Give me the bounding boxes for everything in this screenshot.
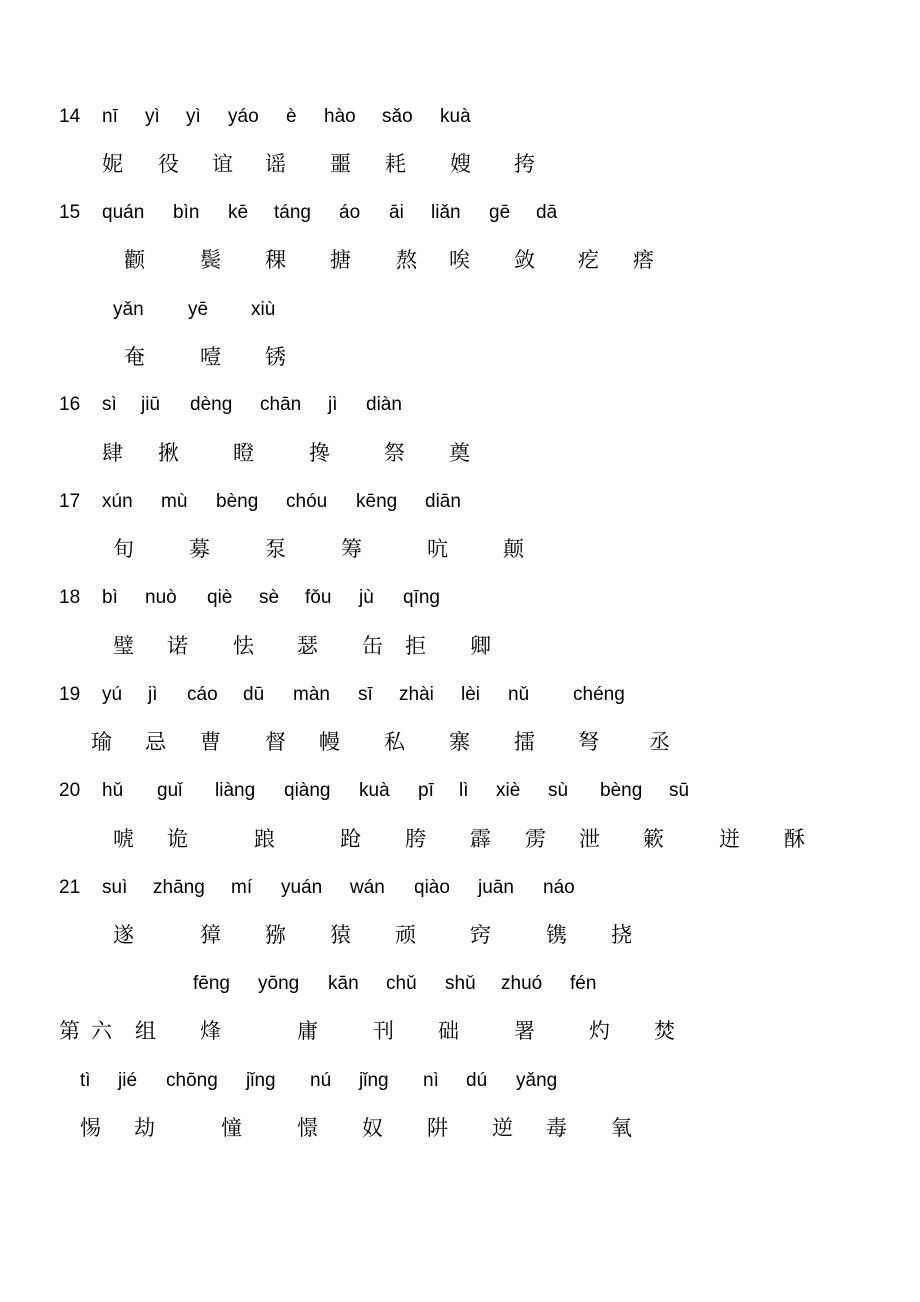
hanzi-character: 烽: [200, 1019, 221, 1043]
pinyin-syllable: yē: [188, 299, 209, 320]
pinyin-syllable: dū: [243, 684, 265, 705]
hanzi-character: 噩: [330, 152, 351, 176]
pinyin-syllable: yǎn: [113, 299, 144, 320]
hanzi-line: [0, 1011, 920, 1051]
pinyin-syllable: suì: [102, 877, 128, 898]
hanzi-character: 刊: [373, 1019, 394, 1043]
pinyin-syllable: diān: [425, 491, 461, 512]
pinyin-syllable: zhài: [399, 684, 434, 705]
hanzi-character: 搪: [330, 248, 351, 272]
pinyin-line: [0, 290, 920, 330]
pinyin-syllable: guǐ: [157, 780, 183, 801]
pinyin-syllable: qiàng: [284, 780, 331, 801]
pinyin-syllable: màn: [293, 684, 330, 705]
hanzi-character: 氧: [611, 1116, 632, 1140]
pinyin-syllable: nǔ: [508, 684, 530, 705]
hanzi-character: 焚: [654, 1019, 675, 1043]
hanzi-character: 弩: [578, 730, 599, 754]
pinyin-line: [0, 1061, 920, 1101]
pinyin-syllable: jǐng: [246, 1070, 276, 1091]
item-number: 18: [59, 587, 81, 608]
pinyin-line: [0, 97, 920, 137]
pinyin-syllable: juān: [478, 877, 514, 898]
pinyin-syllable: yì: [145, 106, 160, 127]
pinyin-syllable: hào: [324, 106, 356, 127]
pinyin-syllable: mù: [161, 491, 188, 512]
pinyin-line: [0, 482, 920, 522]
hanzi-character: 逆: [492, 1116, 513, 1140]
hanzi-line: [0, 529, 920, 569]
hanzi-character: 嫂: [450, 152, 471, 176]
hanzi-line: [0, 819, 920, 859]
pinyin-line: [0, 868, 920, 908]
pinyin-line: [0, 385, 920, 425]
pinyin-syllable: kēng: [356, 491, 398, 512]
hanzi-character: 耗: [385, 152, 406, 176]
hanzi-character: 簌: [643, 827, 664, 851]
hanzi-character: 顽: [395, 923, 416, 947]
hanzi-character: 拒: [405, 634, 426, 658]
pinyin-syllable: jiū: [141, 394, 161, 415]
item-number: 14: [59, 106, 81, 127]
hanzi-character: 搀: [309, 441, 330, 465]
hanzi-character: 督: [265, 730, 286, 754]
pinyin-syllable: yuán: [281, 877, 323, 898]
hanzi-character: 役: [158, 152, 179, 176]
pinyin-syllable: chōng: [166, 1070, 218, 1091]
pinyin-syllable: qiào: [414, 877, 450, 898]
pinyin-syllable: diàn: [366, 394, 402, 415]
hanzi-line: [0, 626, 920, 666]
hanzi-character: 璧: [113, 634, 134, 658]
pinyin-syllable: sì: [102, 394, 117, 415]
hanzi-character: 署: [514, 1019, 535, 1043]
pinyin-syllable: zhuó: [501, 973, 543, 994]
pinyin-syllable: fēng: [193, 973, 230, 994]
pinyin-syllable: sù: [548, 780, 569, 801]
hanzi-character: 噎: [200, 345, 221, 369]
pinyin-syllable: kān: [328, 973, 359, 994]
hanzi-character: 妮: [102, 152, 123, 176]
pinyin-syllable: xiè: [496, 780, 521, 801]
hanzi-character: 诺: [167, 634, 188, 658]
pinyin-syllable: bèng: [216, 491, 259, 512]
pinyin-syllable: mí: [231, 877, 253, 898]
item-number: 17: [59, 491, 81, 512]
hanzi-character: 灼: [589, 1019, 610, 1043]
pinyin-syllable: jǐng: [359, 1070, 389, 1091]
pinyin-syllable: zhāng: [153, 877, 205, 898]
item-number: 20: [59, 780, 81, 801]
pinyin-syllable: cáo: [187, 684, 218, 705]
hanzi-character: 缶: [362, 634, 383, 658]
hanzi-character: 毒: [546, 1116, 567, 1140]
pinyin-syllable: nī: [102, 106, 118, 127]
hanzi-character: 劫: [134, 1116, 155, 1140]
pinyin-syllable: náo: [543, 877, 575, 898]
pinyin-syllable: chóu: [286, 491, 328, 512]
hanzi-character: 瑟: [297, 634, 318, 658]
pinyin-syllable: jié: [118, 1070, 138, 1091]
pinyin-syllable: tì: [80, 1070, 91, 1091]
hanzi-line: [0, 337, 920, 377]
hanzi-character: 熬: [396, 248, 417, 272]
item-number: 16: [59, 394, 81, 415]
hanzi-line: [0, 722, 920, 762]
hanzi-character: 础: [438, 1019, 459, 1043]
hanzi-character: 唬: [113, 827, 134, 851]
pinyin-syllable: shǔ: [445, 973, 476, 994]
pinyin-line: [0, 193, 920, 233]
item-number: 21: [59, 877, 81, 898]
hanzi-character: 寨: [449, 730, 470, 754]
hanzi-character: 雳: [525, 827, 546, 851]
pinyin-syllable: qīng: [403, 587, 440, 608]
pinyin-syllable: pī: [418, 780, 434, 801]
hanzi-character: 猿: [330, 923, 351, 947]
hanzi-character: 六: [91, 1019, 112, 1043]
hanzi-character: 锈: [265, 345, 286, 369]
pinyin-syllable: lì: [459, 780, 469, 801]
hanzi-line: [0, 144, 920, 184]
hanzi-character: 阱: [427, 1116, 448, 1140]
pinyin-syllable: dèng: [190, 394, 233, 415]
hanzi-character: 霹: [470, 827, 491, 851]
hanzi-character: 奴: [362, 1116, 383, 1140]
pinyin-syllable: bèng: [600, 780, 643, 801]
pinyin-syllable: yǎng: [516, 1070, 558, 1091]
pinyin-syllable: bìn: [173, 202, 200, 223]
pinyin-syllable: táng: [274, 202, 311, 223]
pinyin-syllable: jì: [148, 684, 158, 705]
pinyin-syllable: kuà: [359, 780, 390, 801]
pinyin-syllable: dā: [536, 202, 558, 223]
pinyin-syllable: yú: [102, 684, 123, 705]
hanzi-character: 跄: [340, 827, 361, 851]
hanzi-character: 遂: [113, 923, 134, 947]
hanzi-character: 憧: [221, 1116, 242, 1140]
hanzi-character: 窍: [470, 923, 491, 947]
hanzi-character: 鬓: [200, 248, 221, 272]
hanzi-character: 丞: [649, 730, 670, 754]
hanzi-character: 卿: [470, 634, 491, 658]
hanzi-character: 踉: [254, 827, 275, 851]
hanzi-character: 挎: [514, 152, 535, 176]
hanzi-character: 獐: [200, 923, 221, 947]
pinyin-syllable: sǎo: [382, 106, 413, 127]
pinyin-syllable: nuò: [145, 587, 177, 608]
pinyin-syllable: chǔ: [386, 973, 417, 994]
hanzi-character: 肆: [102, 441, 123, 465]
hanzi-character: 颠: [503, 537, 524, 561]
hanzi-character: 镌: [546, 923, 567, 947]
pinyin-syllable: yōng: [258, 973, 300, 994]
hanzi-line: [0, 433, 920, 473]
hanzi-character: 泄: [579, 827, 600, 851]
hanzi-character: 疙: [578, 248, 599, 272]
pinyin-syllable: xiù: [251, 299, 276, 320]
pinyin-syllable: dú: [466, 1070, 488, 1091]
hanzi-character: 怯: [233, 634, 254, 658]
pinyin-syllable: hǔ: [102, 780, 124, 801]
hanzi-character: 稞: [265, 248, 286, 272]
pinyin-syllable: áo: [339, 202, 361, 223]
pinyin-syllable: liàng: [215, 780, 256, 801]
hanzi-character: 猕: [265, 923, 286, 947]
hanzi-character: 揪: [158, 441, 179, 465]
pinyin-syllable: bì: [102, 587, 118, 608]
pinyin-syllable: fǒu: [305, 587, 332, 608]
pinyin-syllable: kuà: [440, 106, 471, 127]
pinyin-syllable: sè: [259, 587, 280, 608]
pinyin-syllable: wán: [350, 877, 385, 898]
hanzi-character: 颧: [124, 248, 145, 272]
hanzi-character: 私: [384, 730, 405, 754]
item-number: 19: [59, 684, 81, 705]
hanzi-line: [0, 915, 920, 955]
pinyin-line: [0, 964, 920, 1004]
pinyin-syllable: liǎn: [431, 202, 461, 223]
pinyin-syllable: qiè: [207, 587, 233, 608]
hanzi-character: 组: [135, 1019, 156, 1043]
pinyin-syllable: sū: [669, 780, 690, 801]
pinyin-line: [0, 675, 920, 715]
hanzi-character: 奄: [124, 345, 145, 369]
pinyin-syllable: è: [286, 106, 297, 127]
hanzi-character: 吭: [427, 537, 448, 561]
pinyin-syllable: nì: [423, 1070, 439, 1091]
pinyin-syllable: gē: [489, 202, 511, 223]
hanzi-character: 唉: [449, 248, 470, 272]
hanzi-character: 挠: [611, 923, 632, 947]
item-number: 15: [59, 202, 81, 223]
hanzi-character: 奠: [449, 441, 470, 465]
pinyin-syllable: lèi: [461, 684, 481, 705]
hanzi-character: 忌: [145, 730, 166, 754]
hanzi-character: 祭: [384, 441, 405, 465]
hanzi-character: 瑜: [91, 730, 112, 754]
pinyin-line: [0, 771, 920, 811]
hanzi-character: 瞪: [233, 441, 254, 465]
pinyin-syllable: āi: [389, 202, 404, 223]
pinyin-line: [0, 578, 920, 618]
pinyin-syllable: yáo: [228, 106, 259, 127]
pinyin-syllable: chéng: [573, 684, 625, 705]
hanzi-character: 旬: [113, 537, 134, 561]
pinyin-syllable: sī: [358, 684, 373, 705]
hanzi-character: 瘩: [633, 248, 654, 272]
hanzi-character: 庸: [297, 1019, 318, 1043]
hanzi-character: 筹: [341, 537, 362, 561]
pinyin-syllable: jì: [328, 394, 338, 415]
pinyin-syllable: xún: [102, 491, 133, 512]
pinyin-syllable: quán: [102, 202, 145, 223]
hanzi-character: 谣: [265, 152, 286, 176]
hanzi-character: 迸: [719, 827, 740, 851]
hanzi-character: 曹: [200, 730, 221, 754]
hanzi-character: 惕: [80, 1116, 101, 1140]
hanzi-character: 擂: [514, 730, 535, 754]
pinyin-syllable: chān: [260, 394, 302, 415]
hanzi-character: 募: [189, 537, 210, 561]
hanzi-character: 酥: [784, 827, 805, 851]
pinyin-syllable: fén: [570, 973, 597, 994]
hanzi-line: [0, 240, 920, 280]
hanzi-line: [0, 1108, 920, 1148]
hanzi-character: 胯: [405, 827, 426, 851]
hanzi-character: 谊: [212, 152, 233, 176]
hanzi-character: 第: [59, 1019, 80, 1043]
hanzi-character: 诡: [167, 827, 188, 851]
pinyin-syllable: kē: [228, 202, 249, 223]
hanzi-character: 泵: [265, 537, 286, 561]
pinyin-syllable: nú: [310, 1070, 332, 1091]
hanzi-character: 敛: [514, 248, 535, 272]
hanzi-character: 幔: [319, 730, 340, 754]
pinyin-syllable: jù: [359, 587, 374, 608]
hanzi-character: 憬: [297, 1116, 318, 1140]
pinyin-syllable: yì: [186, 106, 201, 127]
